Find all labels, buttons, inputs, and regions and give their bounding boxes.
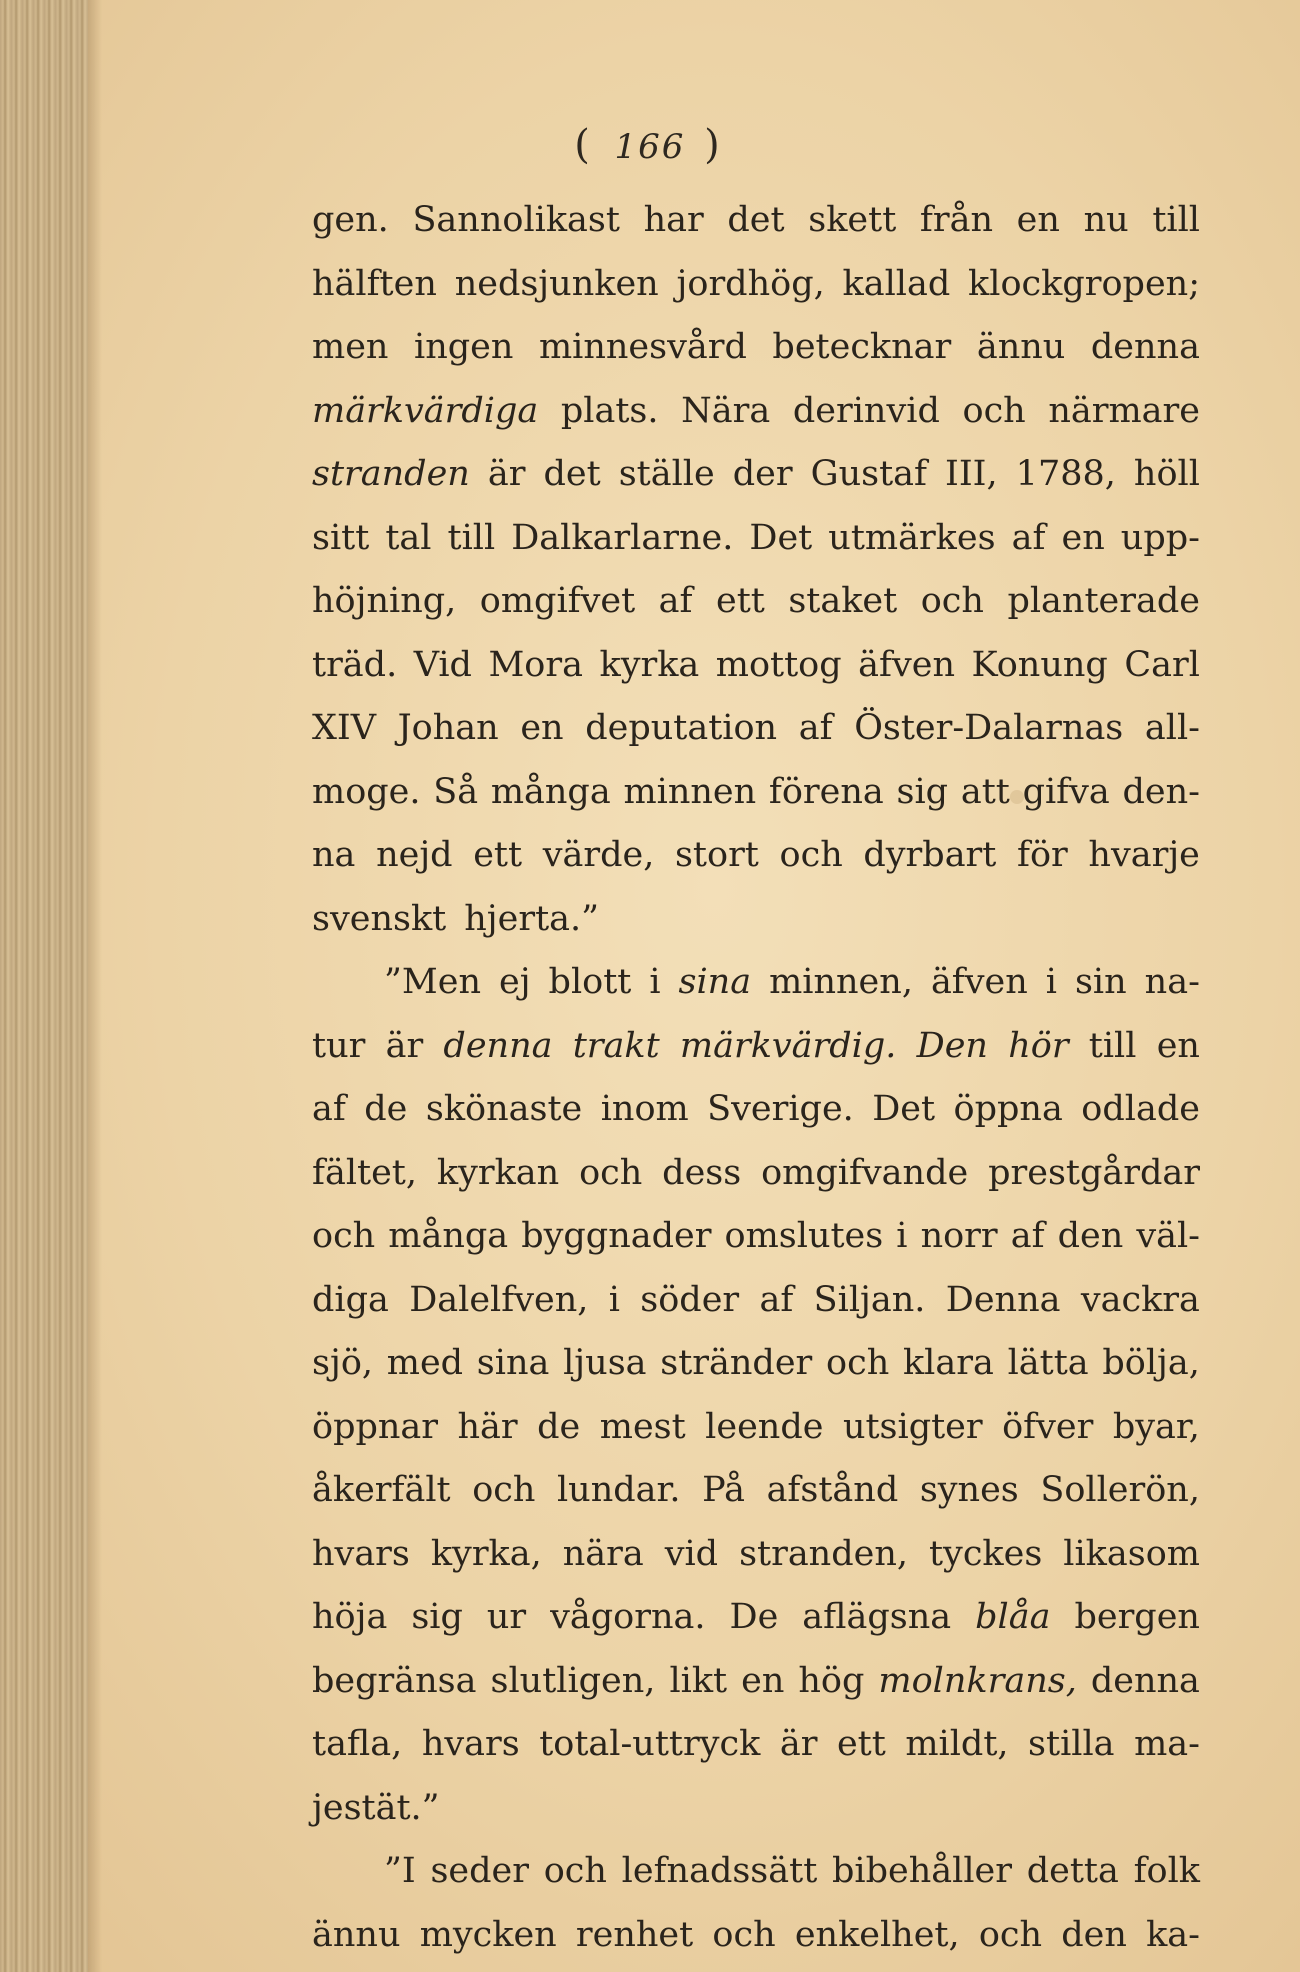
text-line xyxy=(312,1851,1200,1915)
word: kyrka, xyxy=(430,1533,542,1574)
word: plats. xyxy=(560,390,659,431)
word: kyrkan xyxy=(436,1152,560,1193)
word: men xyxy=(312,327,389,367)
word: Denna xyxy=(945,1279,1061,1320)
word: na xyxy=(312,835,356,875)
word: till xyxy=(447,517,496,558)
word: tyckes xyxy=(928,1533,1043,1574)
word: är xyxy=(779,1724,818,1764)
word: omgifvet xyxy=(479,581,636,621)
word: hälften xyxy=(312,263,437,304)
word: bibehåller xyxy=(832,1851,1012,1891)
header-open-paren: ( xyxy=(574,122,596,168)
word: bergen xyxy=(1074,1597,1200,1637)
word: Vid xyxy=(413,644,472,685)
text-line xyxy=(312,264,1200,328)
word: hög xyxy=(798,1660,865,1701)
word: och xyxy=(826,1343,890,1383)
word: och xyxy=(712,1914,776,1955)
word: öppnar xyxy=(312,1406,439,1447)
word: skönaste xyxy=(425,1089,583,1129)
word: i xyxy=(608,1279,620,1320)
word: nedsjunken xyxy=(454,263,659,304)
word: tal xyxy=(385,517,432,558)
word: värde, xyxy=(542,835,655,875)
text-line xyxy=(312,1026,1200,1090)
word: den xyxy=(1057,1216,1124,1256)
word: detta xyxy=(1026,1851,1119,1891)
word: blott xyxy=(548,962,632,1002)
word: gen. xyxy=(312,200,389,240)
word: en xyxy=(520,708,564,748)
word: ett xyxy=(473,835,523,875)
word: ännu xyxy=(976,327,1066,367)
word: omslutes xyxy=(724,1216,884,1256)
word: till xyxy=(1088,1025,1137,1066)
word: och xyxy=(579,1152,643,1193)
word: en xyxy=(1061,517,1105,558)
word: aflägsna xyxy=(802,1597,952,1637)
word: jordhög, xyxy=(676,263,825,304)
text-line xyxy=(312,1724,1200,1788)
word: af xyxy=(798,708,833,748)
word: svenskt xyxy=(312,898,447,939)
word: begränsa xyxy=(312,1660,477,1701)
word: tur xyxy=(312,1025,366,1066)
text-line xyxy=(312,899,1200,963)
word: Dalelfven, xyxy=(409,1279,589,1320)
word: och xyxy=(312,1216,376,1256)
word: Sollerön, xyxy=(1040,1470,1200,1510)
word: afstånd xyxy=(766,1470,899,1510)
word: Sannolikast xyxy=(412,200,620,240)
word: Sverige. xyxy=(707,1089,854,1129)
word: åkerfält xyxy=(312,1470,451,1510)
word: der xyxy=(732,454,793,494)
word: hvars xyxy=(421,1724,520,1764)
word: nära xyxy=(562,1533,644,1574)
word: stilla xyxy=(1028,1724,1115,1764)
word: Den xyxy=(916,1025,988,1066)
word: Öster-Dalarnas xyxy=(854,708,1124,748)
word: nejd xyxy=(376,835,453,875)
text-line xyxy=(312,645,1200,709)
word: moge. xyxy=(312,771,421,812)
word: minnen, xyxy=(769,962,913,1002)
word: mycken xyxy=(419,1914,557,1955)
word: Det xyxy=(749,517,813,558)
word: Dalkarlarne. xyxy=(511,517,734,558)
word: sitt xyxy=(312,517,370,558)
word: byggnader xyxy=(521,1216,712,1256)
word: här xyxy=(457,1406,518,1447)
word: vid xyxy=(664,1533,719,1574)
word: och xyxy=(779,835,843,875)
word: en xyxy=(741,1660,785,1701)
word: hör xyxy=(1008,1025,1069,1066)
word: Gustaf xyxy=(810,454,927,494)
word: stranden xyxy=(312,454,470,494)
word: öppna xyxy=(953,1089,1063,1129)
word: trakt xyxy=(572,1025,660,1066)
word: från xyxy=(919,200,994,240)
text-line xyxy=(312,581,1200,645)
word: ka- xyxy=(1146,1914,1200,1955)
word: förena xyxy=(768,771,884,812)
text-line xyxy=(312,1788,1200,1852)
word: har xyxy=(643,200,704,240)
text-line xyxy=(312,772,1200,836)
text-line xyxy=(312,1534,1200,1598)
text-line xyxy=(312,1597,1200,1661)
word: na- xyxy=(1144,962,1200,1002)
word: hvarje xyxy=(1088,835,1200,875)
text-line xyxy=(312,518,1200,582)
word: söder xyxy=(640,1279,740,1320)
word: blåa xyxy=(975,1597,1051,1637)
word: ett xyxy=(715,581,765,621)
text-line xyxy=(312,1407,1200,1471)
word: odlade xyxy=(1081,1089,1200,1129)
word: många xyxy=(388,1216,509,1256)
word: är xyxy=(385,1025,424,1066)
word: ej xyxy=(498,962,531,1002)
word: öfver xyxy=(1002,1406,1094,1447)
word: III, xyxy=(945,454,998,494)
word: sin xyxy=(1074,962,1127,1002)
text-line xyxy=(312,1470,1200,1534)
word: ett xyxy=(836,1724,886,1764)
word: total-uttryck xyxy=(539,1724,761,1764)
word: bölja, xyxy=(1102,1343,1200,1383)
word: De xyxy=(729,1597,779,1637)
word: den- xyxy=(1122,771,1200,812)
word: höja xyxy=(312,1597,388,1637)
word: sig xyxy=(896,771,949,812)
word: ingen xyxy=(414,327,514,367)
word: en xyxy=(1016,200,1060,240)
word: likt xyxy=(669,1660,728,1701)
word: fältet, xyxy=(312,1152,417,1193)
text-line xyxy=(312,200,1200,264)
word: tafla, xyxy=(312,1724,403,1764)
text-line xyxy=(312,391,1200,455)
word: denna xyxy=(1090,1660,1200,1701)
word: jestät.” xyxy=(312,1787,440,1828)
word: många xyxy=(490,771,611,812)
word: träd. xyxy=(312,644,398,685)
word: med xyxy=(386,1343,464,1383)
text-line xyxy=(312,1280,1200,1344)
text-line xyxy=(312,327,1200,391)
word: och xyxy=(472,1470,536,1510)
word: Nära xyxy=(681,390,771,431)
word: lätta xyxy=(1007,1343,1089,1383)
word: skett xyxy=(808,200,897,240)
page-header xyxy=(0,122,1300,168)
text-line xyxy=(312,454,1200,518)
word: minnen xyxy=(623,771,757,812)
word: derinvid xyxy=(792,390,940,431)
word: betecknar xyxy=(772,327,952,367)
word: stort xyxy=(674,835,759,875)
word: omgifvande xyxy=(761,1152,969,1193)
word: utsigter xyxy=(842,1406,983,1447)
word: i xyxy=(649,962,661,1002)
word: staket xyxy=(788,581,898,621)
word: ställe xyxy=(618,454,715,494)
word: upp- xyxy=(1120,517,1200,558)
text-line xyxy=(312,835,1200,899)
word: enkelhet, xyxy=(794,1914,960,1955)
word: och xyxy=(543,1851,607,1891)
word: för xyxy=(1017,835,1068,875)
word: af xyxy=(1011,517,1046,558)
word: hvars xyxy=(312,1533,410,1574)
word: närmare xyxy=(1048,390,1200,431)
word: sjö, xyxy=(312,1343,374,1383)
word: till xyxy=(1152,200,1200,240)
word: slutligen, xyxy=(490,1660,656,1701)
text-line xyxy=(312,1661,1200,1725)
header-close-paren: ) xyxy=(704,122,726,168)
word: inom xyxy=(600,1089,689,1129)
word: gifva xyxy=(1022,771,1110,812)
text-line xyxy=(312,1153,1200,1217)
word: deputation xyxy=(585,708,778,748)
word: de xyxy=(537,1406,581,1447)
word: leende xyxy=(705,1406,824,1447)
word: och xyxy=(978,1914,1043,1955)
word: all- xyxy=(1144,708,1200,748)
word: att xyxy=(960,771,1010,812)
word: sig xyxy=(411,1597,463,1637)
word: af xyxy=(658,581,693,621)
word: dess xyxy=(662,1152,742,1193)
word: de xyxy=(364,1089,408,1129)
word: och xyxy=(920,581,984,621)
word: äfven xyxy=(858,644,956,685)
word: mottog xyxy=(715,644,842,685)
word: klockgropen; xyxy=(968,263,1200,304)
word: renhet xyxy=(575,1914,694,1955)
word: och xyxy=(962,390,1026,431)
word: sina xyxy=(476,1343,550,1383)
word: Konung xyxy=(971,644,1108,685)
word: byar, xyxy=(1112,1406,1200,1447)
page-binding-edge xyxy=(0,0,88,1972)
word: kallad xyxy=(842,263,951,304)
word: vackra xyxy=(1080,1279,1200,1320)
word: diga xyxy=(312,1279,389,1320)
word: 1788, xyxy=(1015,454,1116,494)
word: märkvärdig. xyxy=(679,1025,897,1066)
word: af xyxy=(1010,1216,1045,1256)
word: seder xyxy=(430,1851,529,1891)
word: af xyxy=(312,1089,346,1129)
text-line xyxy=(312,1915,1200,1972)
word: prestgårdar xyxy=(988,1152,1200,1193)
word: ma- xyxy=(1134,1724,1200,1764)
word: märkvärdiga xyxy=(312,390,539,431)
word: ur xyxy=(486,1597,527,1637)
word: vågorna. xyxy=(550,1597,706,1637)
word: ljusa xyxy=(563,1343,647,1383)
word: Siljan. xyxy=(813,1279,926,1320)
word: väl- xyxy=(1136,1216,1200,1256)
word: kyrka xyxy=(599,644,700,685)
word: stränder xyxy=(660,1343,813,1383)
word: lefnadssätt xyxy=(621,1851,818,1891)
word: höll xyxy=(1133,454,1200,494)
word: mest xyxy=(599,1406,686,1447)
word: Carl xyxy=(1124,644,1200,685)
text-line xyxy=(312,962,1200,1026)
word: i xyxy=(1045,962,1057,1002)
word: det xyxy=(727,200,785,240)
word: sina xyxy=(678,962,752,1002)
word: nu xyxy=(1083,200,1129,240)
word: af xyxy=(759,1279,794,1320)
word: ”Men xyxy=(384,962,481,1002)
word: ”I xyxy=(384,1851,416,1891)
word: mildt, xyxy=(905,1724,1009,1764)
text-line xyxy=(312,708,1200,772)
word: Johan xyxy=(397,708,499,748)
word: minnesvård xyxy=(538,327,747,367)
word: denna xyxy=(443,1025,553,1066)
body-text xyxy=(312,200,1200,1972)
word: höjning, xyxy=(312,581,457,621)
word: ännu xyxy=(312,1914,401,1955)
word: hjerta.” xyxy=(464,898,600,939)
word: Det xyxy=(872,1089,936,1129)
text-line xyxy=(312,1343,1200,1407)
word: folk xyxy=(1133,1851,1200,1891)
page-number: 166 xyxy=(614,127,686,167)
word: planterade xyxy=(1007,581,1200,621)
word: den xyxy=(1061,1914,1127,1955)
word: På xyxy=(702,1470,745,1510)
word: synes xyxy=(919,1470,1019,1510)
word: utmärkes xyxy=(828,517,996,558)
word: lundar. xyxy=(556,1470,681,1510)
text-line xyxy=(312,1089,1200,1153)
word: molnkrans, xyxy=(878,1660,1077,1701)
word: är xyxy=(487,454,526,494)
word: i xyxy=(896,1216,908,1256)
word: norr xyxy=(920,1216,998,1256)
word: stranden, xyxy=(739,1533,909,1574)
word: Så xyxy=(433,771,479,812)
word: en xyxy=(1156,1025,1200,1066)
word: Mora xyxy=(488,644,583,685)
word: klara xyxy=(902,1343,994,1383)
word: äfven xyxy=(930,962,1028,1002)
word: XIV xyxy=(312,708,377,748)
text-line xyxy=(312,1216,1200,1280)
word: denna xyxy=(1090,327,1200,367)
word: dyrbart xyxy=(863,835,997,875)
word: det xyxy=(543,454,601,494)
word: likasom xyxy=(1063,1533,1200,1574)
